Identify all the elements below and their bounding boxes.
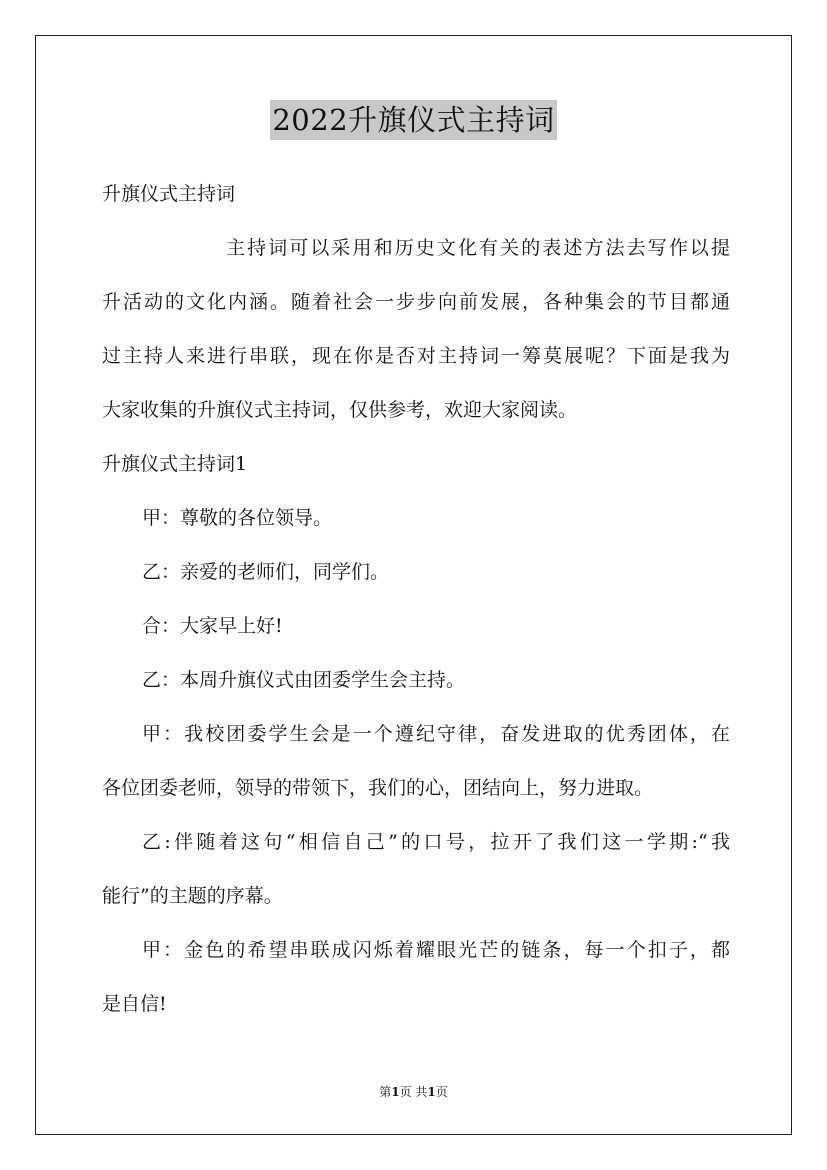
page-footer (0, 1084, 827, 1100)
page-total-number: 1 (427, 1085, 436, 1099)
script-line: 乙:伴随着这句“相信自己”的口号，拉开了我们这一学期:“我 (142, 831, 730, 853)
page-label-suffix: 页 (435, 1085, 448, 1099)
script-line: 甲：金色的希望串联成闪烁着耀眼光芒的链条，每一个扣子，都 (142, 939, 730, 961)
script-line: 能行”的主题的序幕。 (102, 885, 283, 907)
script-line: 各位团委老师，领导的带领下，我们的心，团结向上，努力进取。 (102, 777, 654, 799)
page-label-prefix: 第 (379, 1085, 392, 1099)
script-line: 是自信! (102, 993, 167, 1015)
intro-line: 大家收集的升旗仪式主持词，仅供参考，欢迎大家阅读。 (102, 399, 578, 421)
page-current-number: 1 (391, 1085, 400, 1099)
document-heading: 升旗仪式主持词 (102, 183, 236, 205)
script-line: 合：大家早上好! (142, 615, 283, 637)
script-line: 乙：本周升旗仪式由团委学生会主持。 (142, 669, 466, 691)
intro-line: 升活动的文化内涵。随着社会一步步向前发展，各种集会的节目都通 (102, 291, 730, 313)
script-line: 乙：亲爱的老师们，同学们。 (142, 561, 390, 583)
intro-line: 过主持人来进行串联，现在你是否对主持词一筹莫展呢？下面是我为 (102, 345, 730, 367)
section-title: 升旗仪式主持词1 (102, 453, 248, 475)
page-label-mid: 页 共 (399, 1085, 428, 1099)
script-line: 甲：尊敬的各位领导。 (142, 507, 333, 529)
title-container (0, 100, 827, 140)
intro-line: 主持词可以采用和历史文化有关的表述方法去写作以提 (226, 237, 730, 259)
document-title: 2022升旗仪式主持词 (270, 100, 556, 140)
script-line: 甲：我校团委学生会是一个遵纪守律，奋发进取的优秀团体，在 (142, 723, 730, 745)
